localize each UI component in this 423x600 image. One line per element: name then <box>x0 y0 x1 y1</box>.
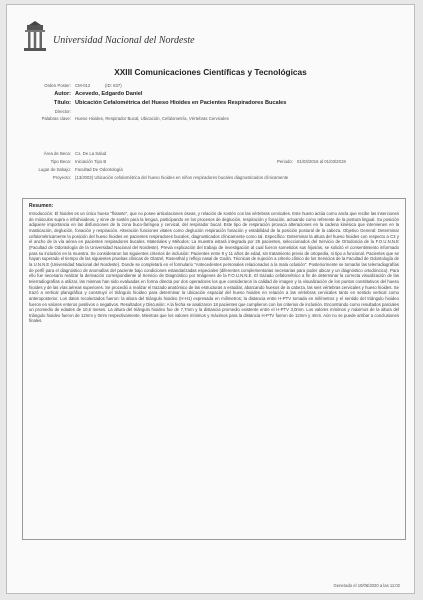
lugar-trabajo-label: Lugar de trabajo: <box>38 167 71 172</box>
institution-name: Universidad Nacional del Nordeste <box>53 35 195 46</box>
conference-title: XXIII Comunicaciones Científicas y Tecnológicas <box>114 67 307 77</box>
tipo-beca-label: Tipo Beca: <box>50 159 71 164</box>
university-crest-icon <box>21 21 49 55</box>
periodo-label: Periodo: <box>277 159 294 164</box>
orden-poster-label: Orden Poster: <box>44 83 71 88</box>
director-label: Director: <box>54 109 71 114</box>
palabras-clave-label: Palabras clave: <box>41 116 71 121</box>
area-beca-value: Cs. De La Salud <box>75 151 107 156</box>
document-page <box>6 4 415 594</box>
orden-poster-id: (ID: 837) <box>105 83 122 88</box>
tipo-beca-value: Iniciación Tipo B <box>75 159 107 164</box>
resumen-section <box>22 198 406 540</box>
proyecto-label: Proyecto: <box>52 175 71 180</box>
autor-label: Autor: <box>54 91 71 97</box>
generated-timestamp: Generado el 10/06/2020 a las 11:02 <box>333 583 400 588</box>
lugar-trabajo-value: Facultad De Odontología <box>75 167 123 172</box>
university-logo <box>21 21 201 57</box>
autor-value: Acevedo, Edgardo Daniel <box>75 91 143 97</box>
titulo-value: Ubicación Cefalométrica del Hueso Hioides en Pacientes Respiradores Bucales <box>75 100 287 106</box>
palabras-clave-value: Hueso Hioides, Respirador Bucal, Ubicación, Cefalometría, Vértebras Cervicales <box>75 116 229 121</box>
resumen-title: Resumen: <box>29 203 54 209</box>
orden-poster-value: CM-012 <box>75 83 91 88</box>
area-beca-label: Área de Beca: <box>43 151 71 156</box>
titulo-label: Título: <box>53 100 71 106</box>
resumen-body: Introducción: El hioides es un único hueso "flotante", que no posee articulaciones óseas, y relación de sostén con las vértebras cervicales. Este hueso actúa como ancla que recibe las inserciones de músculos supra e infrahioideos, y sirve de sostén para la lengua, participando en los procesos de deglución, respiración y fonación, actuando como referente de la postura lingual. Su posición adquiere importancia en las disfunciones de la zona buco-faríngea y cervical, del respirador bucal. Este tipo de respiración provoca alteraciones en la cadena kinésica que intervienen en la masticación, deglución, fonación y respiración. Alteración funciones vitales como deglución respiración fonación y estabilidad de la posición postural de la cabeza. Objetivo General: Determinar cefalométricamente la posición del hueso hioides en pacientes respiradores bucales, diagnosticados clínicamente como tal. Específico: Determinar la altura del hueso hioides con respecto a C3 y el ancho de la vía aérea en pacientes respiradores bucales. Materiales y Métodos: La muestra estará integrada por 25 pacientes, seleccionados del Servicio de Ortodoncia de la F.O.U.N.N.E (Facultad de Odontología de la Universidad Nacional del Nordeste). Previa explicación del trabajo de investigación al cual fueron sometidos sus hijos/as, se solicitó el consentimiento informado para su inclusión en la muestra. Se consideraron los siguientes criterios de inclusión: Pacientes entre 9 y 11 años de edad, sin tratamiento previo de ortopedia, ni tipo a funcional. Pacientes que se hayan superado el tiempo de las siguientes pruebas clínicas de Glatzel, Rosenthal y reflejo nasal de Godin. Técnicas de sujeción a criterio clínico de los Servicios de la Facultad de Odontología de la U.N.N.E (Universidad Nacional del Nordeste). Donde se completará en el formulario "Antecedentes personales relacionados a la mala oclusión". Posteriormente se tomarán las telerradiografías de perfil para el diagnóstico de anomalías del paciente bajo condiciones estandarizadas especiales (diferentes complementarias necesarias para poder ubicar y un diagnóstico ortodóncico). Para ello fue necesario realizar la derivación correspondiente al Servicio de Diagnóstico por Imágenes de la F.O.U.N.N.E. El trazado cefalométrico a fin de determinar la correcta visualización de las telerradiografías a utilizar, las mismas han sido evaluadas en forma directa por dos operadores los que consideraron la calidad de imagen y la visualización de los puntos constitutivos del hueso hioides y de las vías aéreas superiores. Se procedió a realizar el trazado anatómico de las estructuras a estudiar, abarcando huesos de la cabeza, las seis vértebras cervicales y hueso hioides. Se trazó a vertical planigráfica y construyó el triángulo hioideo para determinar la ubicación espacial del hueso hioides en relación a las vértebras cervicales tanto en sentido vertical como anteroposterior. Los datos recolectados fueron: la altura del triángulo hioideo (H-H1) expresada en milímetros; la distancia entre H-PTV tomada en milímetros y el sentido del triángulo hioideo fueron en valores enteros positivos o negativos. Resultados y Discusión: A la fecha se analizaron 18 pacientes que cumplieron con los criterios de inclusión. Encontrando como resultados parciales un promedio de edades de 10,6 meses. La altura del triángulo hioideo fue de 7,7mm y la distancia promedio existente entre el H-PTV 3,0mm. Los valores mínimos y máximos de la altura del triángulo hioideo fueron de 12mm y 0mm respectivamente. Mientras que los valores mínimos y máximos para la distancia H-PTV fueron de 12mm y 4mm. Aún no se puede arribar a conclusiones finales. <box>29 211 399 324</box>
periodo-value: 01/03/2016 al 01/03/2019 <box>297 159 346 164</box>
proyecto-value: (13/J002) Ubicación cefalométrica del hueso hioides en niños respiradores bucales diagnosticados clínicamente <box>75 175 289 180</box>
